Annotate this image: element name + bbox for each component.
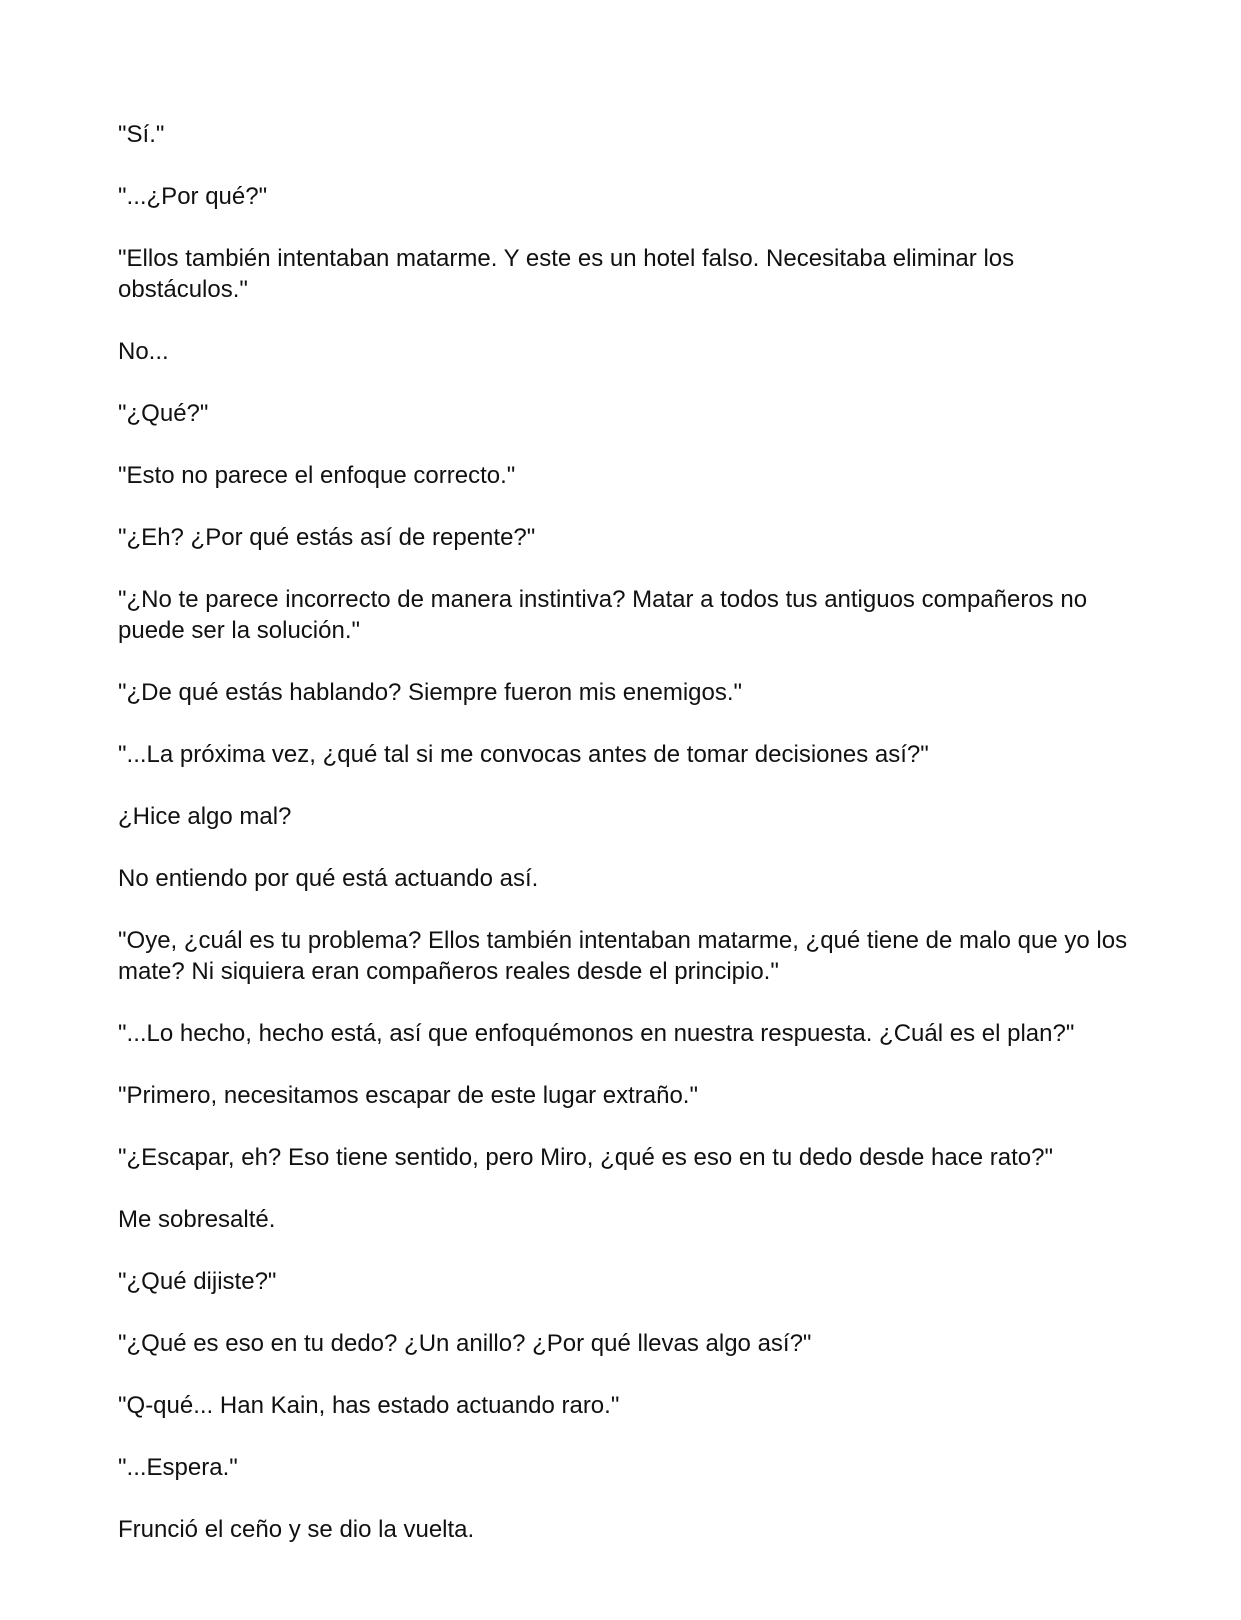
- paragraph: "...Espera.": [118, 1454, 238, 1481]
- paragraph: ¿Hice algo mal?: [118, 803, 292, 830]
- paragraph: "Primero, necesitamos escapar de este lugar extraño.": [118, 1082, 698, 1109]
- paragraph: "¿Qué?": [118, 400, 209, 427]
- paragraph: "...La próxima vez, ¿qué tal si me convocas antes de tomar decisiones así?": [118, 741, 929, 768]
- paragraph: No...: [118, 338, 169, 365]
- paragraph: "¿De qué estás hablando? Siempre fueron mis enemigos.": [118, 679, 743, 706]
- paragraph: "...Lo hecho, hecho está, así que enfoquémonos en nuestra respuesta. ¿Cuál es el plan?": [118, 1020, 1075, 1047]
- paragraph: "Esto no parece el enfoque correcto.": [118, 462, 516, 489]
- paragraph: Frunció el ceño y se dio la vuelta.: [118, 1516, 475, 1543]
- paragraph: Me sobresalté.: [118, 1206, 276, 1233]
- paragraph: "¿Qué dijiste?": [118, 1268, 277, 1295]
- paragraph: "Ellos también intentaban matarme. Y este es un hotel falso. Necesitaba eliminar los obstáculos.": [118, 245, 1015, 303]
- paragraph: "...¿Por qué?": [118, 183, 268, 210]
- paragraph: "Q-qué... Han Kain, has estado actuando raro.": [118, 1392, 620, 1419]
- paragraph: No entiendo por qué está actuando así.: [118, 865, 539, 892]
- paragraph: "¿Qué es eso en tu dedo? ¿Un anillo? ¿Por qué llevas algo así?": [118, 1330, 812, 1357]
- paragraph: "Sí.": [118, 121, 165, 148]
- paragraph: "¿Eh? ¿Por qué estás así de repente?": [118, 524, 536, 551]
- paragraph: "¿Escapar, eh? Eso tiene sentido, pero Miro, ¿qué es eso en tu dedo desde hace rato?": [118, 1144, 1053, 1171]
- paragraph: "Oye, ¿cuál es tu problema? Ellos también intentaban matarme, ¿qué tiene de malo que yo los mate? Ni siquiera eran compañeros reales desde el principio.": [118, 927, 1128, 985]
- document-page: [118, 119, 1128, 1576]
- paragraph: "¿No te parece incorrecto de manera instintiva? Matar a todos tus antiguos compañeros no puede ser la solución.": [118, 586, 1088, 644]
